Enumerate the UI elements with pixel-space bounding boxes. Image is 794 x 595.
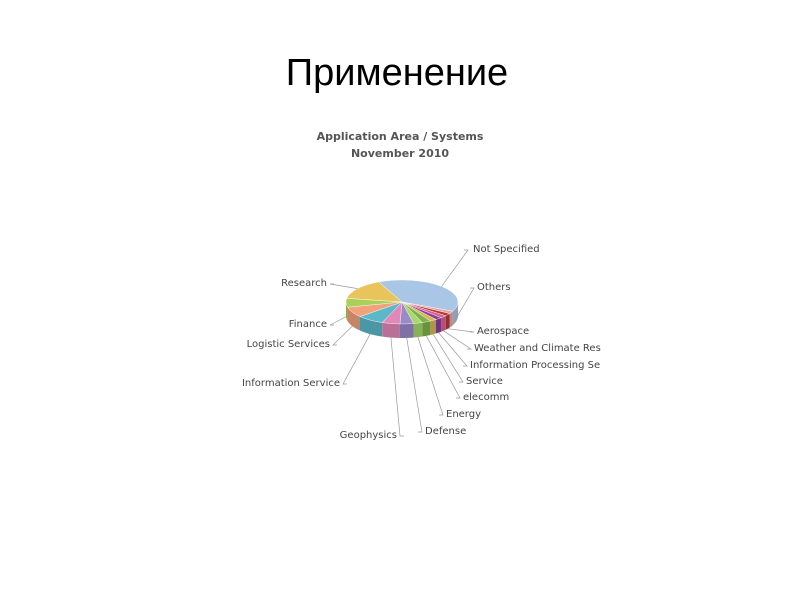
slice-label-2: Aerospace [477, 326, 530, 337]
leader-line-5 [433, 334, 463, 382]
slice-label-9: Geophysics [339, 430, 397, 441]
leader-line-8 [407, 338, 422, 432]
leader-line-10 [343, 334, 370, 384]
slice-label-5: Service [466, 376, 503, 387]
slice-label-3: Weather and Climate Res [474, 343, 601, 354]
slice-label-6: elecomm [463, 392, 510, 403]
pie-side-2 [446, 314, 450, 330]
leader-line-13 [330, 284, 358, 289]
slice-label-4: Information Processing Se [470, 360, 601, 371]
pie-side-4 [436, 318, 441, 334]
slice-label-10: Information Service [241, 378, 340, 389]
pie-side-9 [382, 323, 400, 338]
leader-line-11 [333, 326, 352, 345]
slice-label-7: Energy [446, 409, 482, 420]
leader-line-9 [391, 338, 404, 436]
chart-subtitle: November 2010 [350, 147, 450, 160]
pie-side-3 [441, 316, 446, 332]
leader-line-2 [448, 329, 474, 332]
leader-line-6 [426, 336, 460, 398]
pie-side-5 [430, 319, 436, 334]
leader-line-0 [442, 250, 468, 286]
pie-side-6 [422, 321, 430, 337]
slice-label-13: Research [281, 278, 327, 289]
slice-label-11: Logistic Services [246, 339, 330, 350]
leader-line-7 [418, 337, 443, 415]
pie-side-8 [400, 324, 414, 338]
slice-label-8: Defense [425, 426, 467, 437]
pie-side-7 [413, 323, 422, 338]
slide-title: Применение [285, 52, 509, 94]
leader-line-12 [330, 317, 346, 325]
slice-label-1: Others [477, 282, 511, 293]
slice-label-0: Not Specified [473, 244, 540, 255]
chart-title: Application Area / Systems [316, 130, 484, 143]
slice-label-12: Finance [288, 319, 327, 330]
leader-line-3 [443, 331, 471, 349]
